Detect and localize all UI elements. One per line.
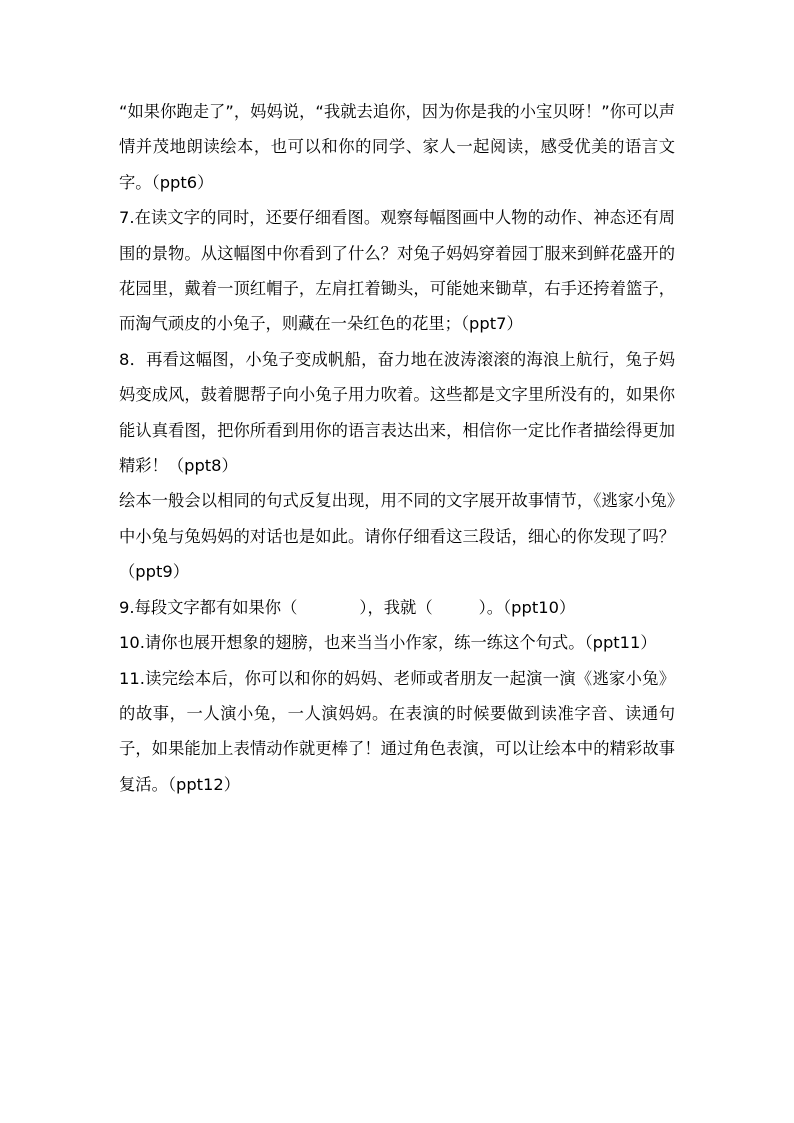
paragraph-quote: “如果你跑走了”，妈妈说，“我就去追你，因为你是我的小宝贝呀！”你可以声情并茂地朗读绘本，也可以和你的同学、家人一起阅读，感受优美的语言文字。（ppt6） bbox=[119, 102, 675, 192]
paragraph-item-8: 8．再看这幅图，小兔子变成帆船，奋力地在波涛滚滚的海浪上航行，兔子妈妈变成风，鼓着腮帮子向小兔子用力吹着。这些都是文字里所没有的，如果你能认真看图，把你所看到用你的语言表达出来，相信你一定比作者描绘得更加精彩！（ppt8） bbox=[119, 349, 675, 476]
paragraph-item-9 bbox=[119, 590, 675, 625]
item-9-text-a: 9.每段文字都有如果你（ bbox=[119, 597, 298, 617]
item-9-text-c: ）。（ppt10） bbox=[478, 597, 576, 617]
paragraph-item-10: 10.请你也展开想象的翅膀，也来当当小作家，练一练这个句式。（ppt11） bbox=[119, 633, 657, 653]
item-9-text-b: ），我就（ bbox=[359, 597, 433, 617]
document-body bbox=[119, 94, 675, 802]
paragraph-item-7: 7.在读文字的同时，还要仔细看图。观察每幅图画中人物的动作、神态还有周围的景物。从这幅图中你看到了什么？对兔子妈妈穿着园丁服来到鲜花盛开的花园里，戴着一顶红帽子，左肩扛着锄头，可能她来锄草，右手还挎着篮子，而淘气顽皮的小兔子，则藏在一朵红色的花里；（ppt7） bbox=[119, 208, 675, 334]
paragraph-item-11: 11.读完绘本后，你可以和你的妈妈、老师或者朋友一起演一演《逃家小兔》的故事，一人演小兔，一人演妈妈。在表演的时候要做到读准字音、读通句子，如果能加上表情动作就更棒了！通过角色表演，可以让绘本中的精彩故事复活。（ppt12） bbox=[119, 668, 675, 794]
paragraph-sentence-pattern: 绘本一般会以相同的句式反复出现，用不同的文字展开故事情节，《逃家小兔》中小兔与兔妈妈的对话也是如此。请你仔细看这三段话，细心的你发现了吗？（ppt9） bbox=[119, 491, 675, 582]
